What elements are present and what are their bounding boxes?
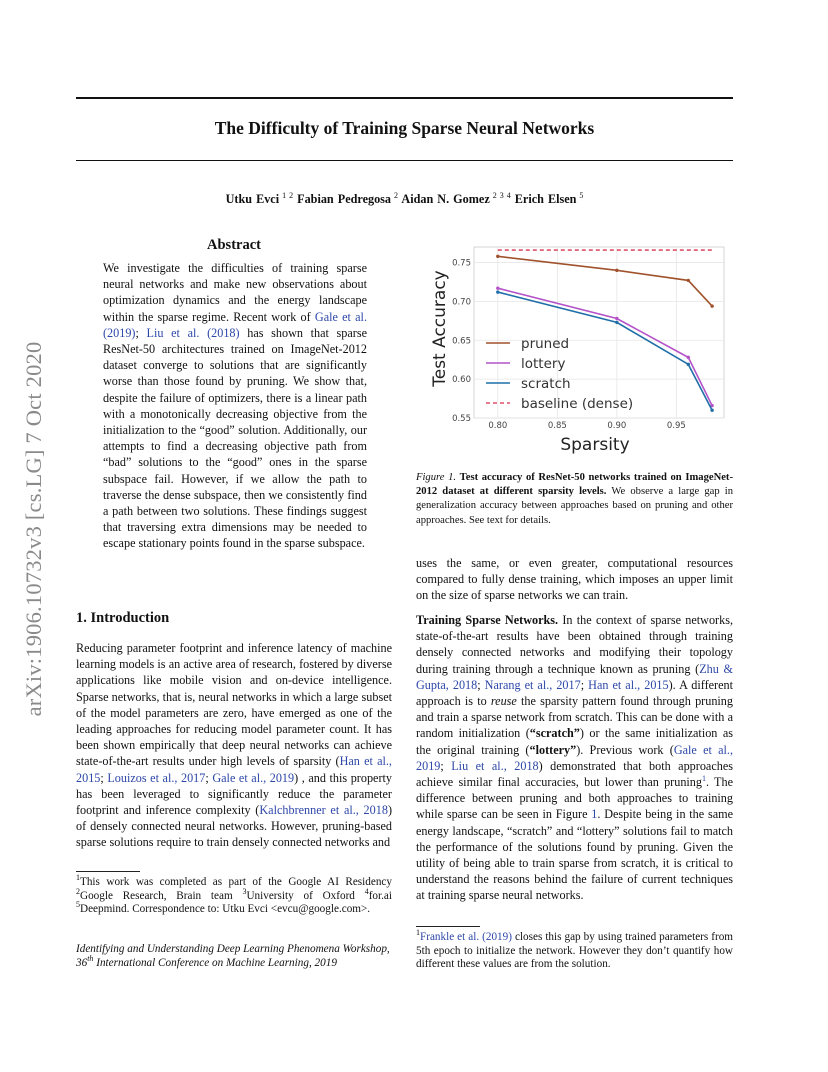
y-tick-label: 0.60	[452, 375, 471, 386]
abstract-heading: Abstract	[207, 237, 261, 253]
data-point	[496, 255, 499, 258]
text-run: Reducing parameter footprint and inference latency of machine learning models is an active area of research, fostered by diverse applications like mobile vision and on-device intelligence. Sparse networks, that is, neural networks in which a large subset of the model parameters are zero, have emerged as one of the leading approaches for reducing model parameter count. It has been shown empirically that deep neural networks can achieve state-of-the-art results under high levels of sparsity (	[76, 641, 392, 769]
text-run: . Despite being in the same energy landscape, “scratch” and “lottery” solutions fail to match the performance of the solutions found by pruning. Given the utility of being able to train sparse from scratch, it is critical to understand the reasons behind the failure of current techniques at training sparse neural networks.	[416, 807, 734, 903]
author-affiliation: 2 3 4	[489, 191, 511, 200]
venue-note	[76, 942, 392, 970]
x-tick-label: 0.85	[547, 421, 567, 431]
citation-link[interactable]: Zhu & Gupta, 2018	[416, 661, 733, 692]
author-affiliation: 1 2	[279, 191, 294, 200]
author-name: Erich Elsen	[514, 192, 577, 206]
text-run: the sparsity pattern found through pruning and train a sparse network from scratch. This can be done with a random initialization (	[416, 694, 733, 741]
citation-link[interactable]: Gale et al., 2019	[416, 742, 733, 773]
data-point	[496, 286, 499, 289]
training-sparse-networks-paragraph	[416, 612, 733, 904]
text-run: th	[87, 954, 94, 963]
text-run: ) , and this property has been leveraged to significantly reduce the parameter footprint and inference complexity (	[76, 770, 392, 818]
data-point	[710, 409, 713, 412]
text-run: 1	[76, 873, 80, 882]
text-run: ). A different approach is to	[416, 677, 733, 709]
arxiv-sidebar	[14, 296, 54, 762]
y-tick-label: 0.75	[452, 258, 471, 269]
text-run: 5	[76, 900, 80, 910]
data-point	[687, 279, 690, 282]
citation-link[interactable]: Narang et al., 2017	[484, 677, 581, 692]
citation-link[interactable]: Frankle et al. (2019)	[420, 931, 512, 943]
text-run: ;	[580, 677, 589, 692]
text-run: uses the same, or even greater, computational resources compared to fully dense training, which imposes an upper limit on the size of sparse networks we can train.	[416, 556, 733, 603]
text-run: has shown that sparse ResNet-50 architectures trained on ImageNet-2012 dataset converge to solutions that are significantly worse than those found by pruning. We show that, despite the failure of optimizers, there is a linear path with a monotonically decreasing objective from the initialization to the “good” solution. Additionally, our attempts to find a decreasing objective path from “bad” solutions to the “good” ones in the sparse subspace fail. However, if we allow the path to traverse the dense subspace, then we consistently find a path between two solutions. These findings suggest that traversing extra dimensions may be needed to escape stationary points found in the sparse subspace.	[103, 325, 367, 551]
text-run: ). Previous work (	[576, 742, 674, 757]
text-run: ;	[205, 770, 213, 785]
legend-label: baseline (dense)	[521, 396, 634, 412]
text-run: closes this gap by using trained parameters from 5th epoch to initialize the network. However they don’t quantify how different these values are from the solution.	[416, 931, 733, 971]
abstract-text	[103, 260, 367, 552]
data-point	[496, 290, 499, 293]
text-run: This work was completed as part of the Google AI Residency	[80, 876, 392, 888]
citation-link[interactable]: 1	[591, 807, 598, 822]
text-run: Figure 1.	[416, 472, 457, 483]
plot-area	[474, 247, 724, 418]
text-run: 2	[76, 886, 80, 896]
text-run: for.ai	[368, 889, 392, 902]
citation-link[interactable]: Liu et al. (2018)	[146, 325, 240, 340]
data-point	[615, 321, 618, 324]
text-run: ) demonstrated that both approaches achieve similar final accuracies, but lower than pruning	[416, 758, 733, 790]
author-name: Fabian Pedregosa	[297, 192, 392, 206]
citation-link[interactable]: Louizos et al., 2017	[107, 770, 206, 785]
data-point	[615, 269, 618, 272]
text-run: ;	[440, 758, 452, 773]
data-point	[615, 317, 618, 320]
text-run: . The difference between pruning and both approaches to training while sparse can be seen in Figure	[416, 775, 733, 822]
data-point	[710, 304, 713, 307]
legend-label: scratch	[521, 376, 571, 392]
citation-link[interactable]: Han et al., 2015	[76, 754, 392, 785]
y-tick-label: 0.55	[452, 414, 471, 424]
arxiv-identifier: arXiv:1906.10732v3 [cs.LG] 7 Oct 2020	[21, 341, 46, 717]
introduction-text	[76, 640, 392, 851]
text-run: 3	[242, 886, 247, 896]
frankle-footnote	[416, 928, 733, 972]
x-tick-label: 0.80	[488, 421, 508, 431]
text-run: 4	[364, 886, 369, 896]
affiliation-footnote	[76, 873, 392, 917]
citation-link[interactable]: Gale et al. (2019)	[103, 309, 367, 340]
author-name: Aidan N. Gomez	[401, 192, 490, 206]
x-axis-label: Sparsity	[560, 435, 630, 455]
text-run: ) or the same initialization as the original training (	[416, 726, 733, 757]
citation-link[interactable]: Liu et al., 2018	[451, 758, 539, 773]
x-tick-label: 0.90	[607, 421, 627, 431]
author-list	[76, 191, 733, 207]
footnote-divider-right	[416, 926, 480, 927]
text-run: Identifying and Understanding Deep Learning Phenomena Workshop, 36	[76, 943, 390, 969]
text-run: International Conference on Machine Learning, 2019	[93, 957, 337, 969]
author-affiliation: 2	[391, 191, 399, 200]
text-run: University of Oxford	[246, 889, 365, 902]
text-run: ;	[100, 770, 108, 785]
introduction-heading: 1. Introduction	[76, 610, 170, 626]
text-run: “lottery”	[529, 742, 577, 757]
citation-link[interactable]: 1	[701, 774, 706, 784]
text-run: ;	[477, 677, 485, 692]
text-run: Deepmind. Correspondence to: Utku Evci <evcu@google.com>.	[80, 903, 371, 916]
citation-link[interactable]: Gale et al., 2019	[212, 770, 295, 785]
accuracy-chart	[426, 240, 736, 458]
right-column-paragraph-1	[416, 555, 733, 604]
figure-caption	[416, 471, 733, 528]
data-point	[687, 356, 690, 359]
data-point	[687, 363, 690, 366]
legend-label: pruned	[521, 336, 570, 352]
footnote-divider	[76, 871, 140, 872]
text-run: reuse	[490, 694, 517, 709]
text-run: ) of densely connected neural networks. However, pruning-based sparse solutions require to train densely connected networks and	[76, 803, 392, 850]
author-name: Utku Evci	[225, 192, 280, 206]
text-run: In the context of sparse networks, state-of-the-art results have been obtained through training densely connected networks and modifying their topology during training through a technique known as pruning (	[416, 613, 733, 676]
text-run: ;	[135, 325, 147, 340]
y-tick-label: 0.65	[452, 336, 471, 347]
x-tick-label: 0.95	[666, 421, 686, 431]
text-run: We observe a large gap in generalization accuracy between approaches based on pruning and other approaches. See text for details.	[416, 486, 734, 526]
author-affiliation: 5	[576, 191, 584, 200]
text-run: We investigate the difficulties of training sparse neural networks and make new observations about optimization dynamics and the energy landscape within the sparse regime. Recent work of	[103, 261, 367, 324]
y-axis-label: Test Accuracy	[430, 270, 450, 387]
title-bottom-rule	[76, 160, 733, 161]
y-tick-label: 0.70	[452, 297, 471, 308]
text-run: “scratch”	[529, 726, 580, 741]
citation-link[interactable]: Han et al., 2015	[588, 677, 669, 692]
citation-link[interactable]: Kalchbrenner et al., 2018	[259, 803, 388, 818]
legend-label: lottery	[521, 356, 566, 372]
text-run: Test accuracy of ResNet-50 networks trained on ImageNet-2012 dataset at different sparsity levels.	[416, 472, 733, 498]
title-top-rule	[76, 97, 733, 99]
text-run: Google Research, Brain team	[80, 889, 243, 902]
text-run: Training Sparse Networks.	[416, 613, 559, 627]
text-run: 1	[416, 928, 420, 937]
paper-title: The Difficulty of Training Sparse Neural Networks	[214, 118, 595, 138]
